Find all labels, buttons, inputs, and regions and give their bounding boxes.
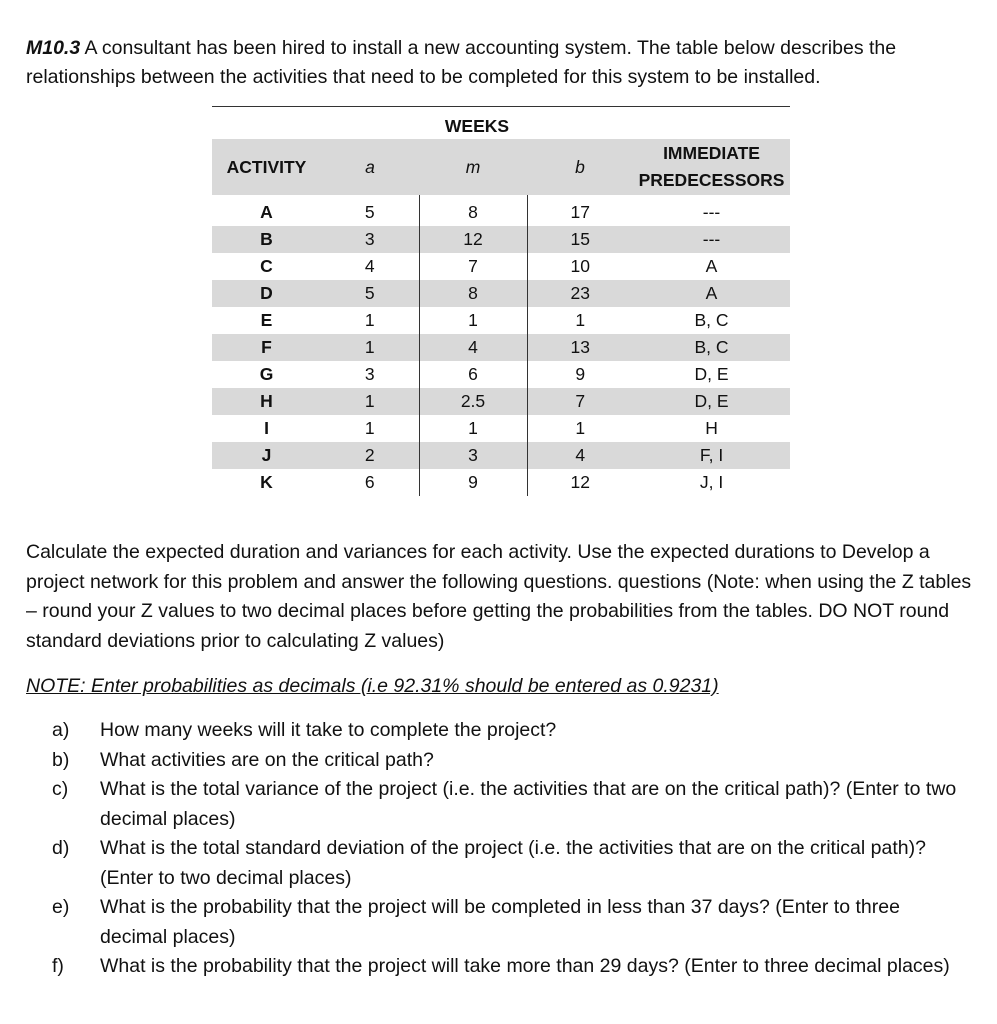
question-text: What is the probability that the project will be completed in less than 37 days? (Enter to three decimal places) — [100, 896, 900, 948]
b-cell: 12 — [527, 469, 633, 496]
a-cell: 5 — [321, 199, 419, 226]
question-text: What activities are on the critical path? — [100, 748, 434, 771]
b-cell: 13 — [527, 334, 633, 361]
predecessors-cell: A — [633, 280, 790, 307]
activity-cell: C — [260, 256, 273, 276]
question-list — [52, 716, 962, 982]
a-cell: 5 — [321, 280, 419, 307]
a-cell: 1 — [321, 307, 419, 334]
a-cell: 6 — [321, 469, 419, 496]
activity-cell: J — [212, 442, 321, 469]
b-cell: 9 — [527, 361, 633, 388]
table-row — [212, 469, 790, 496]
intro-paragraph — [26, 34, 976, 92]
table-row — [212, 334, 790, 361]
b-cell: 4 — [527, 442, 633, 469]
question-text: What is the probability that the project will take more than 29 days? (Enter to three decimal places) — [100, 955, 950, 977]
m-cell: 3 — [419, 442, 527, 469]
b-cell: 15 — [527, 226, 633, 253]
intro-text: A consultant has been hired to install a new accounting system. The table below describes the relationships between the activities that need to be completed for this system to be installed. — [26, 37, 897, 88]
activity-cell: G — [259, 364, 274, 384]
predecessors-cell: --- — [702, 202, 721, 222]
column-header-row — [212, 139, 790, 195]
activity-cell: I — [264, 418, 269, 438]
question-label: e) — [52, 896, 70, 918]
m-cell: 2.5 — [419, 388, 527, 415]
predecessors-cell: D, E — [694, 364, 729, 384]
b-cell: 1 — [527, 307, 633, 334]
question-item — [52, 775, 962, 834]
activity-cell: K — [260, 472, 273, 492]
activity-cell: B — [212, 226, 321, 253]
table-row — [212, 415, 790, 442]
m-cell: 4 — [419, 334, 527, 361]
question-text: What is the total variance of the project (i.e. the activities that are on the critical path)? (Enter to two decimal places) — [100, 778, 957, 830]
question-item — [52, 893, 962, 952]
table-row — [212, 307, 790, 334]
table-row — [212, 226, 790, 253]
m-cell: 1 — [468, 310, 478, 330]
activity-cell: D — [212, 280, 321, 307]
b-cell: 7 — [527, 388, 633, 415]
table-row — [212, 280, 790, 307]
predecessors-header — [633, 139, 790, 195]
a-cell: 1 — [321, 334, 419, 361]
predecessors-cell: F, I — [633, 442, 790, 469]
optimistic-time-header: a — [321, 139, 419, 195]
activity-cell: H — [212, 388, 321, 415]
m-cell: 8 — [468, 202, 478, 222]
question-label: a) — [52, 719, 70, 741]
m-cell: 8 — [419, 280, 527, 307]
question-label: d) — [52, 837, 70, 859]
predecessors-cell: D, E — [633, 388, 790, 415]
predecessors-header-line1: IMMEDIATE — [663, 143, 760, 163]
question-item — [52, 746, 962, 776]
question-text: How many weeks will it take to complete the project? — [100, 719, 557, 741]
m-cell: 1 — [468, 418, 478, 438]
m-cell: 12 — [419, 226, 527, 253]
predecessors-header-line2: PREDECESSORS — [638, 170, 785, 190]
table-row — [212, 388, 790, 415]
a-cell: 1 — [321, 415, 419, 442]
table-row — [212, 253, 790, 280]
a-cell: 1 — [321, 388, 419, 415]
a-cell: 3 — [321, 361, 419, 388]
predecessors-cell: --- — [633, 226, 790, 253]
b-cell: 23 — [527, 280, 633, 307]
activity-cell: A — [260, 202, 273, 222]
predecessors-cell: J, I — [699, 472, 724, 492]
question-label: c) — [52, 778, 69, 800]
weeks-header-row — [212, 107, 790, 140]
a-cell: 4 — [321, 253, 419, 280]
predecessors-cell: B, C — [633, 334, 790, 361]
question-item — [52, 834, 962, 893]
question-label: f) — [52, 955, 64, 977]
question-label: b) — [52, 748, 70, 771]
predecessors-cell: B, C — [694, 310, 729, 330]
most-likely-time-header: m — [419, 139, 527, 195]
a-cell: 3 — [321, 226, 419, 253]
question-text: What is the total standard deviation of the project (i.e. the activities that are on the critical path)? (Enter to two decimal places) — [100, 837, 926, 889]
activity-cell: F — [212, 334, 321, 361]
table-row — [212, 199, 790, 226]
b-cell: 17 — [527, 199, 633, 226]
predecessors-cell: A — [705, 256, 718, 276]
probability-note: NOTE: Enter probabilities as decimals (i.e 92.31% should be entered as 0.9231) — [26, 675, 719, 697]
m-cell: 6 — [468, 364, 478, 384]
m-cell: 9 — [468, 472, 478, 492]
instructions-paragraph: Calculate the expected duration and variances for each activity. Use the expected durations to Develop a project network for this problem and answer the following questions. questions (Note: when using the Z tables – round your Z values to two decimal places before getting the probabilities from the tables. DO NOT round standard deviations prior to calculating Z values) — [26, 541, 972, 652]
activity-table — [212, 106, 790, 496]
activity-cell: E — [260, 310, 273, 330]
question-item — [52, 952, 962, 982]
question-item — [52, 716, 962, 746]
weeks-header: WEEKS — [321, 107, 633, 140]
m-cell: 7 — [468, 256, 478, 276]
table-row — [212, 442, 790, 469]
a-cell: 2 — [321, 442, 419, 469]
b-cell: 1 — [527, 415, 633, 442]
b-cell: 10 — [527, 253, 633, 280]
problem-number: M10.3 — [26, 37, 81, 59]
table-row — [212, 361, 790, 388]
pessimistic-time-header: b — [527, 139, 633, 195]
predecessors-cell: H — [705, 418, 718, 438]
activity-header: ACTIVITY — [212, 139, 321, 195]
